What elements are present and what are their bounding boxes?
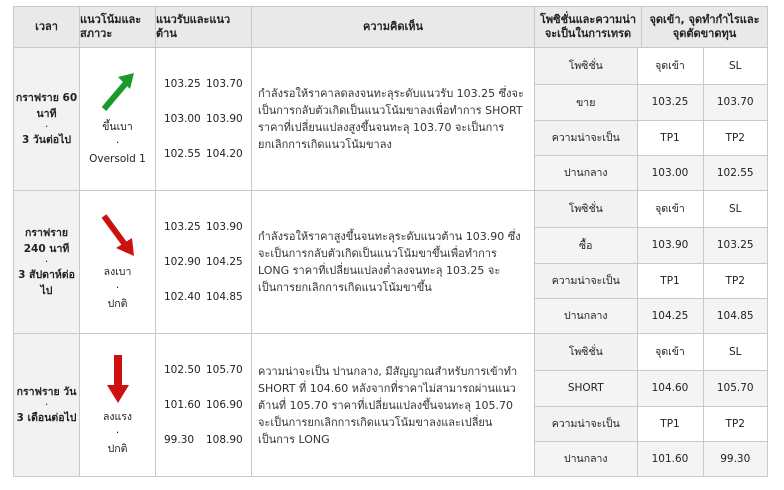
- table-row: [14, 191, 768, 334]
- header-time: เวลา: [14, 7, 80, 48]
- probability-value: ปานกลาง: [535, 298, 637, 333]
- support-value: 99.30: [164, 434, 195, 446]
- levels-cell: [156, 191, 252, 334]
- timeframe-label: กราฟราย วัน: [16, 386, 77, 398]
- header-comment: ความคิดเห็น: [252, 7, 535, 48]
- separator-dot: ·: [115, 282, 120, 294]
- support-value: 102.55: [164, 148, 201, 160]
- entry-label: จุดเข้า: [637, 334, 703, 370]
- levels-cell: [156, 334, 252, 477]
- support-value: 102.50: [164, 364, 201, 376]
- position-label: โพซิชั่น: [535, 191, 637, 227]
- tp2-label: TP2: [703, 120, 767, 155]
- comment-cell: ความน่าจะเป็น ปานกลาง, มีสัญญาณสำหรับการเข้าทำ SHORT ที่ 104.60 หลังจากที่ราคาไม่สามารถผ่านแนวต้านที่ 105.70 ราคาที่เปลี่ยนแปลงขึ้นจนทะลุ 105.70 จะเป็นการยกเลิกการเกิดแนวโน้มขาลงและเปลี่ยนเป็นการ LONG: [252, 334, 535, 477]
- position-label: โพซิชั่น: [535, 48, 637, 84]
- probability-label: ความน่าจะเป็น: [535, 263, 637, 298]
- horizon-label: 3 วันต่อไป: [21, 134, 72, 146]
- separator-dot: ·: [44, 399, 49, 411]
- position-cell: [535, 191, 768, 334]
- trend-cell: [80, 334, 156, 477]
- header-position: โพซิชั่นและความน่าจะเป็นในการเทรด: [535, 7, 642, 47]
- level-pair: [156, 249, 251, 276]
- state-label: ปกติ: [107, 443, 128, 455]
- probability-value: ปานกลาง: [535, 155, 637, 190]
- resistance-value: 103.70: [206, 78, 243, 90]
- horizon-label: 3 สัปดาห์ต่อไป: [18, 269, 75, 297]
- support-value: 101.60: [164, 399, 201, 411]
- position-cell: [535, 334, 768, 477]
- header-levels: แนวรับและแนวต้าน: [156, 7, 252, 48]
- sl-value: 103.70: [703, 84, 767, 120]
- level-pair: [156, 71, 251, 98]
- header-trend: แนวโน้มและสภาวะ: [80, 7, 156, 48]
- position-table: [535, 48, 767, 190]
- table-row: [14, 48, 768, 191]
- separator-dot: ·: [115, 427, 120, 439]
- sl-label: SL: [703, 191, 767, 227]
- down-right-red-arrow-icon: [80, 212, 155, 260]
- position-table: [535, 334, 767, 476]
- down-red-arrow-icon: [80, 353, 155, 405]
- tp1-value: 103.00: [637, 155, 703, 190]
- probability-label: ความน่าจะเป็น: [535, 120, 637, 155]
- time-cell: [14, 334, 80, 477]
- resistance-value: 105.70: [206, 364, 243, 376]
- entry-label: จุดเข้า: [637, 191, 703, 227]
- trend-label: ลงเบา: [103, 266, 132, 278]
- up-right-green-arrow-icon: [80, 71, 155, 115]
- header-entry: จุดเข้า, จุดทำกำไรและจุดตัดขาดทุน: [649, 13, 760, 40]
- position-value: ขาย: [535, 84, 637, 120]
- levels-cell: [156, 48, 252, 191]
- header-position-entry: [535, 7, 768, 48]
- resistance-value: 104.85: [206, 291, 243, 303]
- state-label: Oversold 1: [89, 153, 146, 165]
- support-value: 102.40: [164, 291, 201, 303]
- support-value: 103.25: [164, 221, 201, 233]
- state-label: ปกติ: [107, 298, 128, 310]
- resistance-value: 104.25: [206, 256, 243, 268]
- tp1-label: TP1: [637, 263, 703, 298]
- level-pair: [156, 214, 251, 241]
- tp1-label: TP1: [637, 120, 703, 155]
- timeframe-label: กราฟราย 60 นาที: [15, 92, 78, 120]
- analysis-table: [13, 6, 768, 477]
- tp2-label: TP2: [703, 263, 767, 298]
- entry-value: 103.90: [637, 227, 703, 263]
- resistance-value: 106.90: [206, 399, 243, 411]
- support-value: 103.00: [164, 113, 201, 125]
- probability-value: ปานกลาง: [535, 441, 637, 476]
- level-pair: [156, 141, 251, 168]
- position-label: โพซิชั่น: [535, 334, 637, 370]
- trend-label: ขึ้นเบา: [102, 121, 133, 133]
- support-value: 102.90: [164, 256, 201, 268]
- position-table: [535, 191, 767, 333]
- tp2-value: 102.55: [703, 155, 767, 190]
- tp2-value: 104.85: [703, 298, 767, 333]
- position-cell: [535, 48, 768, 191]
- resistance-value: 103.90: [206, 221, 243, 233]
- trend-cell: [80, 191, 156, 334]
- position-value: ซื้อ: [535, 227, 637, 263]
- level-pair: [156, 392, 251, 419]
- tp1-value: 101.60: [637, 441, 703, 476]
- header-row: [14, 7, 768, 48]
- resistance-value: 103.90: [206, 113, 243, 125]
- resistance-value: 108.90: [206, 434, 243, 446]
- tp2-value: 99.30: [703, 441, 767, 476]
- tp2-label: TP2: [703, 406, 767, 441]
- time-cell: [14, 48, 80, 191]
- separator-dot: ·: [44, 256, 49, 268]
- time-cell: [14, 191, 80, 334]
- separator-dot: ·: [44, 121, 49, 133]
- support-value: 103.25: [164, 78, 201, 90]
- sl-label: SL: [703, 334, 767, 370]
- entry-label: จุดเข้า: [637, 48, 703, 84]
- entry-value: 103.25: [637, 84, 703, 120]
- level-pair: [156, 106, 251, 133]
- entry-value: 104.60: [637, 370, 703, 406]
- position-value: SHORT: [535, 370, 637, 406]
- table-row: [14, 334, 768, 477]
- timeframe-label: กราฟราย 240 นาที: [23, 227, 70, 255]
- sl-label: SL: [703, 48, 767, 84]
- level-pair: [156, 427, 251, 454]
- comment-cell: กำลังรอให้ราคาสูงขึ้นจนทะลุระดับแนวต้าน 103.90 ซึ่งจะเป็นการกลับตัวเกิดเป็นแนวโน้มขาขึ้นเพื่อทำการ LONG ราคาที่เปลี่ยนแปลงต่ำลงจนทะลุ 103.25 จะเป็นการยกเลิกการเกิดแนวโน้มขาขึ้น: [252, 191, 535, 334]
- tp1-value: 104.25: [637, 298, 703, 333]
- tp1-label: TP1: [637, 406, 703, 441]
- horizon-label: 3 เดือนต่อไป: [16, 412, 77, 424]
- sl-value: 105.70: [703, 370, 767, 406]
- sl-value: 103.25: [703, 227, 767, 263]
- level-pair: [156, 357, 251, 384]
- trend-cell: [80, 48, 156, 191]
- separator-dot: ·: [115, 137, 120, 149]
- resistance-value: 104.20: [206, 148, 243, 160]
- probability-label: ความน่าจะเป็น: [535, 406, 637, 441]
- trend-label: ลงแรง: [102, 411, 133, 423]
- comment-cell: กำลังรอให้ราคาลดลงจนทะลุระดับแนวรับ 103.25 ซึ่งจะเป็นการกลับตัวเกิดเป็นแนวโน้มขาลงเพื่อทำการ SHORT ราคาที่เปลี่ยนแปลงสูงขึ้นจนทะลุ 103.70 จะเป็นการยกเลิกการเกิดแนวโน้มขาลง: [252, 48, 535, 191]
- level-pair: [156, 284, 251, 311]
